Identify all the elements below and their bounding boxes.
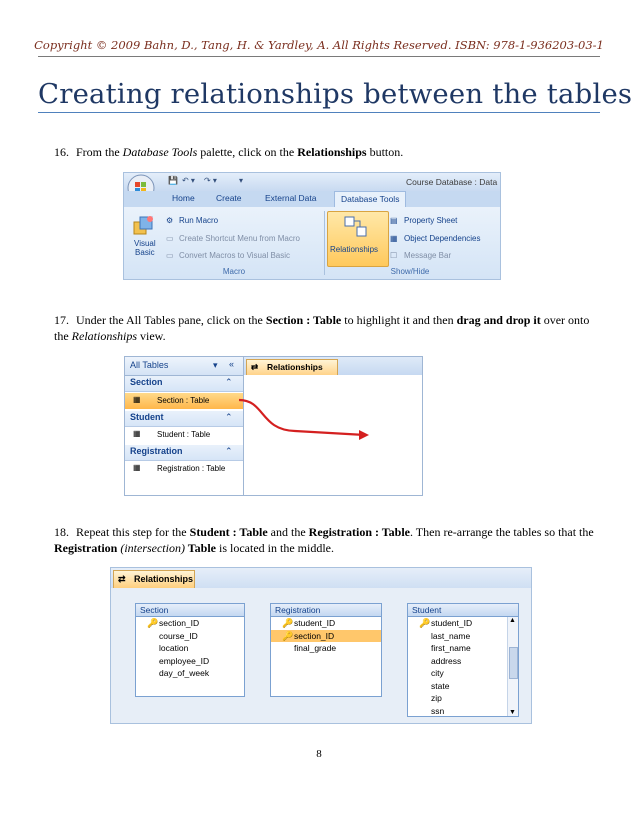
- step-text: view.: [137, 329, 166, 343]
- step-text: . Then re-arrange the tables so that the: [410, 525, 594, 539]
- create-shortcut-menu-button[interactable]: Create Shortcut Menu from Macro: [179, 234, 300, 243]
- group-collapse-icon[interactable]: ⌃: [225, 377, 233, 387]
- field-city[interactable]: [408, 667, 518, 680]
- nav-item-student-table[interactable]: [125, 427, 243, 443]
- step-text-italic: Relationships: [71, 329, 138, 343]
- step-text: button.: [366, 145, 404, 159]
- table-box-registration[interactable]: [270, 603, 382, 697]
- all-tables-label: All Tables: [130, 360, 169, 370]
- scroll-up-icon[interactable]: ▲: [509, 617, 516, 624]
- field-section-id[interactable]: [136, 617, 244, 630]
- scroll-down-icon[interactable]: ▼: [509, 709, 516, 716]
- message-bar-checkbox[interactable]: ☐: [390, 251, 398, 260]
- table-box-title: Registration: [271, 604, 381, 617]
- group-header-student[interactable]: [125, 411, 243, 427]
- save-icon[interactable]: 💾: [168, 176, 178, 185]
- step-17: [54, 312, 600, 344]
- step-text-italic: (intersection): [117, 541, 185, 555]
- table-icon: ▦: [133, 395, 141, 404]
- relationships-tab[interactable]: [246, 359, 338, 375]
- group-collapse-icon[interactable]: ⌃: [225, 412, 233, 422]
- nav-item-section-table[interactable]: [125, 393, 243, 409]
- visual-basic-label-2: Basic: [135, 248, 155, 257]
- property-sheet-button[interactable]: Property Sheet: [404, 216, 458, 225]
- relationships-tab-label: Relationships: [267, 362, 323, 372]
- relationships-label: Relationships: [330, 245, 379, 254]
- step-text: over onto the: [54, 313, 590, 343]
- object-dependencies-icon: ▦: [390, 234, 398, 243]
- field-label: day_of_week: [159, 668, 210, 678]
- step-text: and the: [267, 525, 309, 539]
- primary-key-icon: 🔑: [282, 630, 294, 641]
- group-header-section[interactable]: [125, 376, 243, 392]
- table-box-section[interactable]: [135, 603, 245, 697]
- visual-basic-button[interactable]: [134, 239, 156, 257]
- field-label: section_ID: [159, 618, 200, 628]
- field-address[interactable]: [408, 655, 518, 668]
- group-collapse-icon[interactable]: ⌃: [225, 446, 233, 456]
- relationships-icon: [344, 216, 368, 238]
- showhide-group-label: Show/Hide: [390, 267, 430, 276]
- field-label: location: [159, 643, 189, 653]
- step-number: 17.: [54, 313, 69, 327]
- group-name: Student: [130, 412, 164, 422]
- field-location[interactable]: [136, 642, 244, 655]
- page-number: 8: [316, 748, 322, 760]
- step-text-bold: Student : Table: [189, 525, 268, 539]
- field-first-name[interactable]: [408, 642, 518, 655]
- table-box-title: Student: [408, 604, 518, 617]
- nav-item-label: Student : Table: [157, 430, 211, 439]
- redo-icon[interactable]: ↷ ▾: [204, 176, 217, 185]
- step-text: Repeat this step for the: [76, 525, 190, 539]
- step-text-bold: Table: [184, 541, 217, 555]
- tab-home[interactable]: Home: [172, 193, 195, 203]
- field-label: student_ID: [294, 618, 336, 628]
- run-macro-icon: ⚙: [166, 216, 174, 225]
- relationships-tab-icon: ⇄: [118, 574, 126, 584]
- nav-item-registration-table[interactable]: [125, 461, 243, 477]
- convert-macros-button[interactable]: Convert Macros to Visual Basic: [179, 251, 291, 260]
- drag-arrow-icon: [235, 395, 375, 445]
- field-label: first_name: [431, 643, 471, 653]
- relationships-screenshot: [110, 567, 532, 724]
- field-zip[interactable]: [408, 692, 518, 705]
- table-icon: ▦: [133, 429, 141, 438]
- field-label: state: [431, 680, 450, 691]
- page-title: Creating relationships between the tables: [38, 78, 633, 110]
- step-text-bold: Registration : Table: [308, 525, 411, 539]
- run-macro-button[interactable]: Run Macro: [179, 216, 219, 225]
- object-dependencies-button[interactable]: Object Dependencies: [404, 234, 481, 243]
- document-tab-strip: [111, 568, 531, 588]
- field-label: address: [431, 655, 462, 666]
- dropdown-icon[interactable]: ▾: [213, 360, 218, 370]
- field-employee-id[interactable]: [136, 655, 244, 668]
- convert-macros-icon: ▭: [166, 251, 174, 260]
- all-tables-header[interactable]: [125, 357, 243, 376]
- step-text-italic: Database Tools: [122, 145, 198, 159]
- property-sheet-icon: ▤: [390, 216, 398, 225]
- field-label: last_name: [431, 630, 471, 641]
- field-student-id[interactable]: [271, 617, 381, 630]
- step-text: palette, click on the: [197, 145, 298, 159]
- group-separator: [324, 211, 325, 275]
- nav-item-label: Section : Table: [157, 396, 210, 405]
- field-label: city: [431, 668, 444, 678]
- step-text: Under the All Tables pane, click on the: [76, 313, 266, 327]
- macro-group-label: Macro: [222, 267, 246, 276]
- group-name: Section: [130, 377, 163, 387]
- step-text-bold: drag and drop it: [456, 313, 541, 327]
- all-tables-pane: [125, 357, 244, 495]
- field-label: final_grade: [294, 643, 337, 653]
- primary-key-icon: 🔑: [282, 618, 294, 628]
- tab-external-data[interactable]: External Data: [265, 193, 317, 203]
- quick-access-dropdown-icon[interactable]: ▾: [239, 176, 244, 185]
- message-bar-label: Message Bar: [404, 251, 452, 260]
- relationships-tab-icon: ⇄: [251, 362, 259, 372]
- field-student-id[interactable]: [408, 617, 518, 630]
- field-section-id-selected[interactable]: [271, 630, 381, 643]
- ribbon-screenshot: [123, 172, 501, 280]
- header-rule: [38, 56, 600, 57]
- step-text-bold: Section : Table: [265, 313, 342, 327]
- relationships-tab[interactable]: [113, 570, 195, 588]
- title-rule: [38, 112, 600, 113]
- table-scrollbar[interactable]: [507, 617, 518, 716]
- step-text: to highlight it and then: [341, 313, 457, 327]
- primary-key-icon: 🔑: [147, 618, 159, 628]
- nav-pane-screenshot: [124, 356, 423, 496]
- field-label: ssn: [431, 705, 445, 716]
- copyright-line: Copyright © 2009 Bahn, D., Tang, H. & Yardley, A. All Rights Reserved. ISBN: 978-1-936203-03-1: [34, 38, 604, 52]
- document-tab-strip: [244, 357, 422, 375]
- step-16: [54, 144, 600, 160]
- tab-create[interactable]: Create: [216, 193, 242, 203]
- step-number: 18.: [54, 525, 69, 539]
- tab-database-tools[interactable]: Database Tools: [334, 191, 406, 207]
- step-text-bold: Registration: [54, 541, 118, 555]
- field-last-name[interactable]: [408, 630, 518, 643]
- field-label: student_ID: [431, 618, 473, 628]
- field-label: course_ID: [159, 630, 198, 641]
- window-title: Course Database : Data: [406, 177, 498, 187]
- field-final-grade[interactable]: [271, 642, 381, 655]
- ribbon-tabs: [124, 191, 500, 207]
- ribbon-titlebar: [124, 173, 500, 191]
- relationships-tab-label: Relationships: [134, 574, 194, 584]
- step-text: From the: [76, 145, 123, 159]
- primary-key-icon: 🔑: [419, 618, 431, 628]
- group-name: Registration: [130, 446, 183, 456]
- step-text: is located in the middle.: [216, 541, 334, 555]
- table-icon: ▦: [133, 463, 141, 472]
- field-ssn[interactable]: [408, 705, 518, 718]
- nav-item-label: Registration : Table: [157, 464, 226, 473]
- field-state[interactable]: [408, 680, 518, 693]
- step-number: 16.: [54, 145, 69, 159]
- step-text-bold: Relationships: [297, 145, 367, 159]
- table-box-title: Section: [136, 604, 244, 617]
- field-course-id[interactable]: [136, 630, 244, 643]
- field-label: section_ID: [294, 630, 335, 641]
- undo-icon[interactable]: ↶ ▾: [182, 176, 195, 185]
- visual-basic-label-1: Visual: [134, 239, 156, 248]
- step-18: [54, 524, 600, 556]
- field-label: employee_ID: [159, 655, 210, 666]
- field-label: zip: [431, 693, 442, 703]
- visual-basic-icon: [132, 214, 156, 236]
- group-header-registration[interactable]: [125, 445, 243, 461]
- shortcut-menu-icon: ▭: [166, 234, 174, 243]
- table-box-student[interactable]: [407, 603, 519, 717]
- collapse-pane-icon[interactable]: «: [229, 359, 235, 369]
- field-day-of-week[interactable]: [136, 667, 244, 680]
- scroll-thumb[interactable]: [509, 647, 518, 679]
